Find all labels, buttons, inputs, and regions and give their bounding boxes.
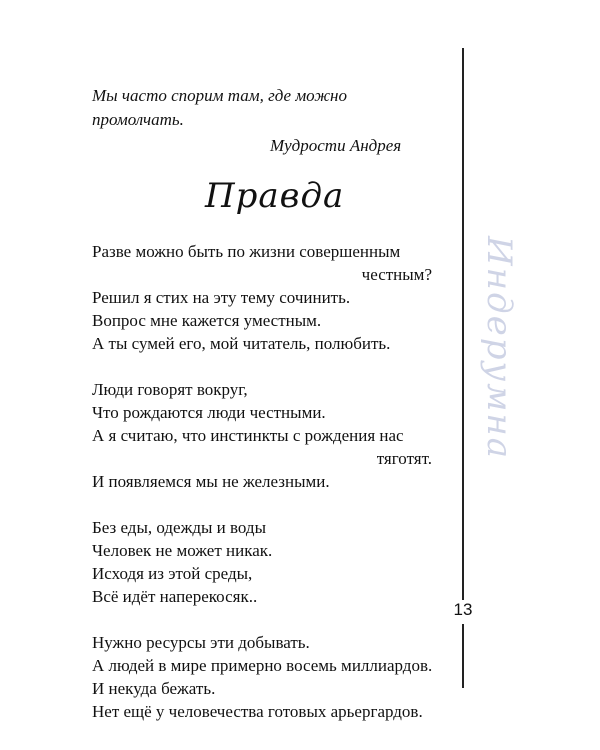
poem-line: Человек не может никак. [92,541,273,560]
poem-line: честным? [361,265,432,284]
epigraph [92,84,422,132]
stanza [92,240,452,355]
poem-line: Разве можно быть по жизни совершенным [92,242,401,261]
poem-line: И некуда бежать. [92,679,216,698]
stanza [92,631,452,723]
epigraph-author: Мудрости Андрея [270,136,402,155]
poem-line: тяготят. [376,449,432,468]
poem-line: А ты сумей его, мой читатель, полюбить. [92,334,391,353]
poem-title: Правда [205,176,345,216]
poem-line: А я считаю, что инстинкты с рождения нас [92,426,404,445]
poem-line: И появляемся мы не железными. [92,472,330,491]
poem-line: А людей в мире примерно восемь миллиардов. [92,656,433,675]
stanza [92,378,452,493]
poem-line: Исходя из этой среды, [92,564,253,583]
stanza [92,516,452,608]
page-number: 13 [448,600,478,624]
poem-line: Вопрос мне кажется уместным. [92,311,322,330]
page-divider-line [462,48,464,688]
poem-line: Что рождаются люди честными. [92,403,326,422]
epigraph-line: Мы часто спорим там, где можно [92,86,347,105]
poem-line: Решил я стих на эту тему сочинить. [92,288,351,307]
poem-line: Всё идёт наперекосяк.. [92,587,258,606]
poem-line: Люди говорят вокруг, [92,380,248,399]
epigraph-line: промолчать. [92,110,184,129]
poem-line: Без еды, одежды и воды [92,518,266,537]
poem-line: Нет ещё у человечества готовых арьергардов. [92,702,423,721]
running-head: Индерумна [479,236,519,461]
poem-body [92,240,452,746]
poem-line: Нужно ресурсы эти добывать. [92,633,310,652]
